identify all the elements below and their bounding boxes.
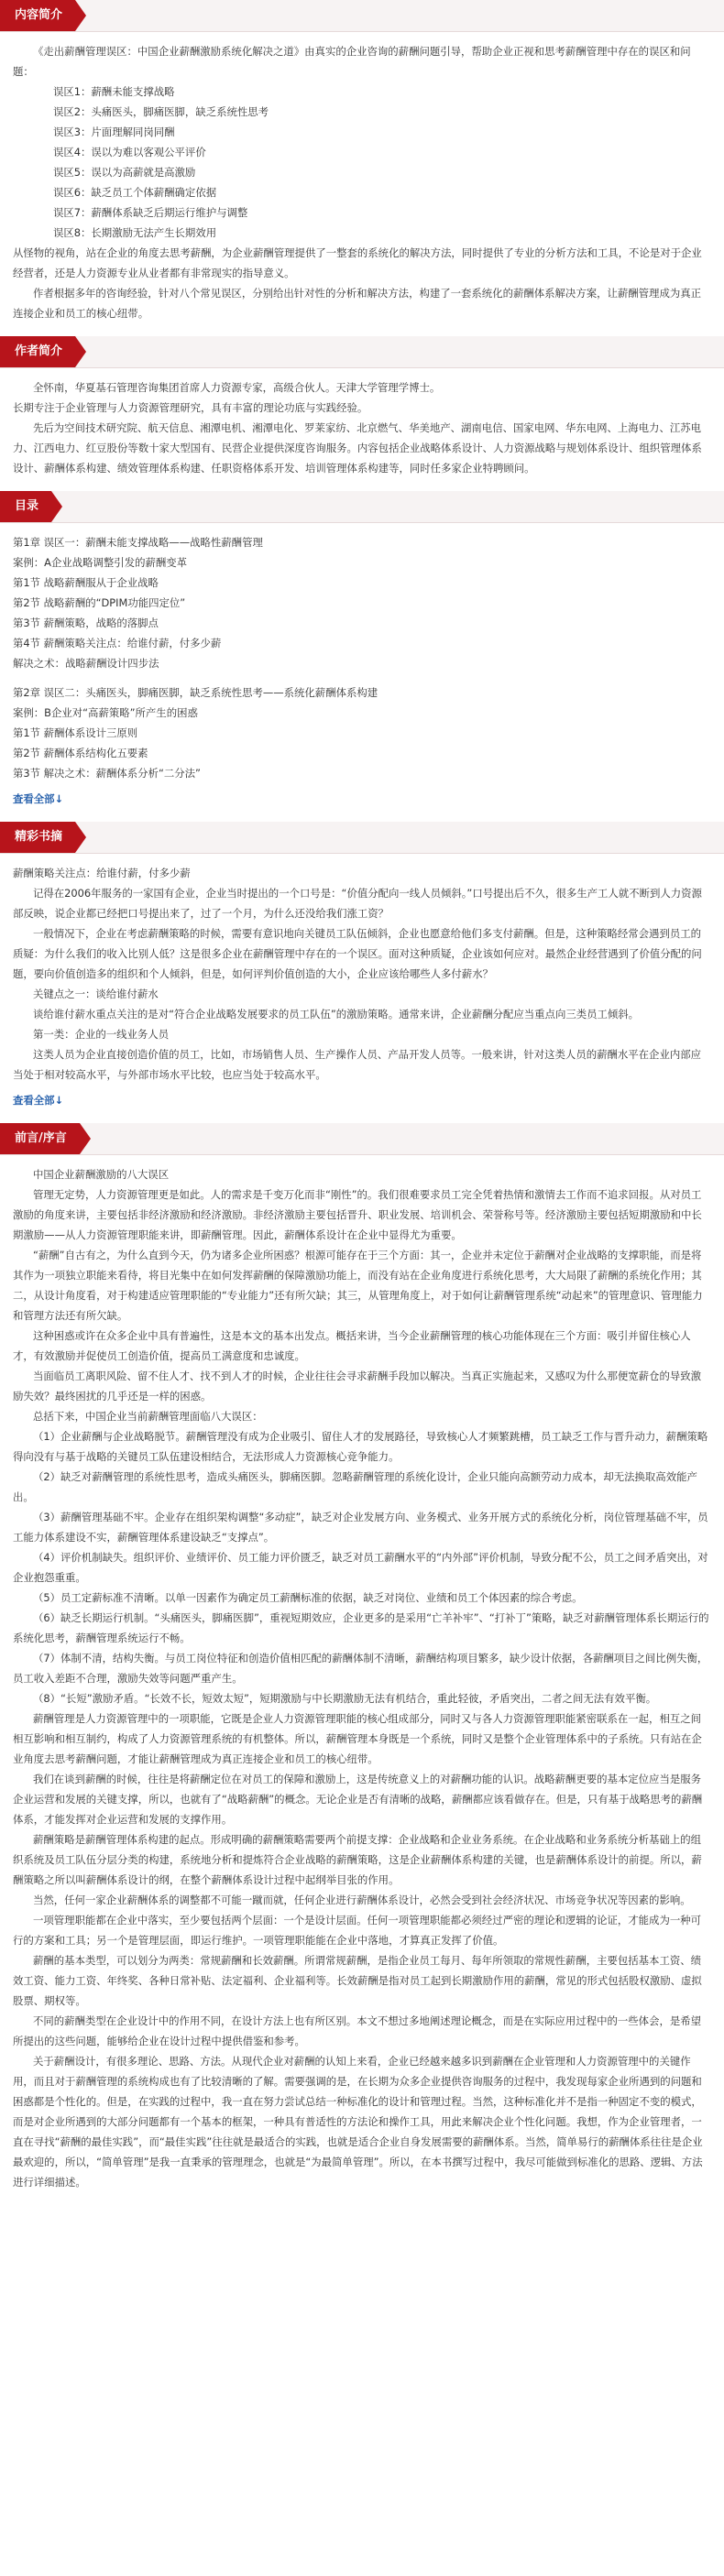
misconception-item: 误区5：误以为高薪就是高激励 bbox=[53, 166, 196, 179]
preface-para-12: 不同的薪酬类型在企业设计中的作用不同，在设计方法上也有所区别。本文不想过多地阐述理论概念，而是在实际应用过程中的一些体会，是希望所提出的这些问题，能够给企业在设计过程中提供借鉴和参考。 bbox=[13, 2014, 702, 2047]
author-intro-title: 作者简介 bbox=[0, 336, 75, 367]
preface-section bbox=[0, 1123, 724, 2205]
toc-view-all-link[interactable]: 查看全部↓ bbox=[13, 792, 64, 805]
content-intro-header bbox=[0, 0, 724, 32]
preface-heading: 中国企业薪酬激励的八大误区 bbox=[33, 1168, 170, 1181]
author-para-2: 长期专注于企业管理与人力资源管理研究，具有丰富的理论功底与实践经验。 bbox=[13, 401, 368, 414]
content-para-2: 作者根据多年的咨询经验，针对八个常见误区，分别给出针对性的分析和解决方法，构建了一套系统化的薪酬体系解决方案，让薪酬管理成为真正连接企业和员工的核心纽带。 bbox=[13, 287, 702, 320]
preface-para-7: 我们在谈到薪酬的时候，往往是将薪酬定位在对员工的保障和激励上，这是传统意义上的对薪酬功能的认识。战略薪酬更要的基本定位应当是服务企业运营和发展的关键支撑，所以，也就有了“战略薪酬”的概念。无论企业是否有清晰的战略，薪酬都应该看做存在。但是，只有基于战略思考的薪酬体系，才能发挥对企业运营和发展的支撑作用。 bbox=[13, 1773, 703, 1826]
toc-body bbox=[0, 523, 724, 822]
toc-item: 案例：B企业对“高薪策略”所产生的困惑 bbox=[13, 706, 198, 719]
content-intro-section bbox=[0, 0, 724, 336]
author-intro-section bbox=[0, 336, 724, 491]
toc-item: 第1节 战略薪酬服从于企业战略 bbox=[13, 576, 159, 589]
preface-list-item: （2）缺乏对薪酬管理的系统性思考，造成头痛医头，脚痛医脚。忽略薪酬管理的系统化设计，企业只能向高额劳动力成本，却无法换取高效能产出。 bbox=[13, 1470, 697, 1503]
toc-item: 第3节 薪酬策略，战略的落脚点 bbox=[13, 617, 159, 629]
preface-list-item: （7）体制不清，结构失衡。与员工岗位特征和创造价值相匹配的薪酬体制不清晰，薪酬结构项目繁多，缺少设计依据，各薪酬项目之间比例失衡，员工收入差距不合理，激励失效等问题严重产生。 bbox=[13, 1652, 708, 1685]
toc-chapter-1 bbox=[13, 532, 711, 673]
author-para-1: 全怀南，华夏基石管理咨询集团首席人力资源专家，高级合伙人。天津大学管理学博士。 bbox=[33, 381, 441, 394]
toc-item: 第1节 薪酬体系设计三原则 bbox=[13, 726, 138, 739]
toc-chapter-2 bbox=[13, 682, 711, 783]
author-intro-body bbox=[0, 368, 724, 491]
preface-para-10: 一项管理职能都在企业中落实，至少要包括两个层面：一个是设计层面。任何一项管理职能都必须经过严密的理论和逻辑的论证，才能成为一种可行的方案和工具；另一个是管理层面，即运行维护。一项管理职能能在企业中落地，才算真正发挥了价值。 bbox=[13, 1914, 702, 1947]
preface-para-13: 关于薪酬设计，有很多理论、思路、方法。从现代企业对薪酬的认知上来看，企业已经越来越多识到薪酬在企业管理和人力资源管理中的关键作用，而且对于薪酬管理的系统构成也有了比较清晰的了解。需要强调的是，在长期为众多企业提供咨询服务的过程中，我发现每家企业所遇到的问题和困惑都是个性化的。但是，在实践的过程中，我一直在努力尝试总结一种标准化的设计和管理过程。当然，这种标准化并不是指一种固定不变的模式，而是对企业所遇到的大部分问题都有一个基本的框架，一种具有普适性的方法论和操作工具，用此来解决企业个性化问题。我想，作为企业管理者，一直在寻找“薪酬的最佳实践”，而“最佳实践”往往就是最适合的实践，也就是适合企业自身发展需要的薪酬体系。当然，简单易行的薪酬体系往往是企业最欢迎的，所以，“简单管理”是我一直秉承的管理理念，也就是“为最简单管理”。所以，在本书撰写过程中，我尽可能做到标准化的思路、逻辑、方法进行详细描述。 bbox=[13, 2055, 703, 2189]
preface-body bbox=[0, 1155, 724, 2205]
excerpt-body bbox=[0, 854, 724, 1123]
preface-para-9: 当然，任何一家企业薪酬体系的调整都不可能一蹴而就，任何企业进行薪酬体系设计，必然会受到社会经济状况、市场竞争状况等因素的影响。 bbox=[33, 1894, 691, 1906]
toc-item: 第4节 薪酬策略关注点：给谁付薪，付多少薪 bbox=[13, 637, 222, 649]
preface-misconception-list bbox=[13, 1426, 711, 1708]
preface-para-4: 当面临员工离职风险、留不住人才、找不到人才的时候，企业往往会寻求薪酬手段加以解决。当真正实施起来，又感叹为什么那便宽薪仓的导致激励失效？最终困扰的几乎还是一样的困惑。 bbox=[13, 1370, 702, 1403]
misconception-item: 误区3：片面理解同岗同酬 bbox=[53, 126, 175, 138]
content-intro-title: 内容简介 bbox=[0, 0, 75, 31]
toc-item: 解决之术：战略薪酬设计四步法 bbox=[13, 657, 159, 670]
preface-para-2: “薪酬”自古有之，为什么直到今天，仍为诸多企业所困惑？根源可能存在于三个方面：其一，企业并未定位于薪酬对企业战略的支撑职能，而是将其作为一项独立职能来看待，将目光集中在如何发挥薪酬的保障激励功能上，而没有站在企业角度进行系统化思考，大大局限了薪酬的系统化作用；其二，从设计角度看，对于构建适应管理职能的“专业能力”还有所欠缺；其三，从管理角度上，对于如何让薪酬管理系统“动起来”的管理意识、管理能力和管理方法还有所欠缺。 bbox=[13, 1249, 703, 1322]
toc-section bbox=[0, 491, 724, 822]
preface-para-8: 薪酬策略是薪酬管理体系构建的起点。形成明确的薪酬策略需要两个前提支撑：企业战略和企业业务系统。在企业战略和业务系统分析基础上的组织系统及员工队伍分层分类的构建，系统地分析和提炼符合企业战略的薪酬策略，这是企业薪酬体系构建的关键，也是薪酬体系设计的前提。所以，薪酬策略之所以叫薪酬体系设计的纲，在整个薪酬体系设计过程中起纲举目张的作用。 bbox=[13, 1833, 702, 1886]
excerpt-para-3: 谈给谁付薪水重点关注的是对“符合企业战略发展要求的员工队伍”的激励策略。通常来讲，企业薪酬分配应当重点向三类员工倾斜。 bbox=[33, 1008, 640, 1021]
preface-para-11: 薪酬的基本类型，可以划分为两类：常规薪酬和长效薪酬。所谓常规薪酬，是指企业员工每月、每年所领取的常规性薪酬，主要包括基本工资、绩效工资、能力工资、年终奖、各种日常补贴、法定福利、企业福利等。长效薪酬是指对员工起到长期激励作用的薪酬，常见的形式包括股权激励、虚拟股票、期权等。 bbox=[13, 1954, 702, 2007]
toc-item: 案例：A企业战略调整引发的薪酬变革 bbox=[13, 556, 188, 569]
author-para-3: 先后为空间技术研究院、航天信息、湘潭电机、湘潭电化、罗莱家纺、北京燃气、华美地产、湖南电信、国家电网、华东电网、上海电力、江苏电力、江西电力、红豆股份等数十家大型国有、民营企业提供深度咨询服务。内容包括企业战略体系设计、人力资源战略与规划体系设计、组织管理体系设计、薪酬体系构建、绩效管理体系构建、任职资格体系开发、培训管理体系构建等，同时任多家企业特聘顾问。 bbox=[13, 421, 702, 475]
excerpt-subheading-2: 第一类：企业的一线业务人员 bbox=[33, 1028, 170, 1041]
excerpt-view-all-link[interactable]: 查看全部↓ bbox=[13, 1094, 64, 1107]
preface-para-3: 这种困惑或许在众多企业中具有普遍性，这是本文的基本出发点。概括来讲，当今企业薪酬管理的核心功能体现在三个方面：吸引并留住核心人才，有效激励并促使员工创造价值，提高员工满意度和忠诚度。 bbox=[13, 1329, 691, 1362]
misconception-item: 误区8：长期激励无法产生长期效用 bbox=[53, 226, 217, 239]
preface-list-item: （5）员工定薪标准不清晰。以单一因素作为确定员工薪酬标准的依据，缺乏对岗位、业绩和员工个体因素的综合考虑。 bbox=[33, 1591, 583, 1604]
excerpt-para-2: 一般情况下，企业在考虑薪酬策略的时候，需要有意识地向关键员工队伍倾斜，企业也愿意给他们多支付薪酬。但是，这种策略经常会遇到员工的质疑：为什么我们的收入比别人低？这是很多企业在薪酬管理中存在的一个误区。面对这种质疑，企业该如何应对。最然企业经营遇到了价值分配的问题，要向价值创造多的组织和个人倾斜，但是，如何评判价值创造的大小，企业应该给哪些人多付薪水？ bbox=[13, 927, 702, 980]
excerpt-header bbox=[0, 822, 724, 854]
preface-header bbox=[0, 1123, 724, 1155]
excerpt-heading: 薪酬策略关注点：给谁付薪，付多少薪 bbox=[13, 867, 191, 879]
toc-item: 第2节 战略薪酬的“DPIM功能四定位” bbox=[13, 596, 186, 609]
content-misconception-list bbox=[13, 82, 711, 243]
preface-para-6: 薪酬管理是人力资源管理中的一项职能，它既是企业人力资源管理职能的核心组成部分，同时又与各人力资源管理职能紧密联系在一起，相互之间相互影响和相互制约，构成了人力资源管理系统的有机整体。所以，薪酬管理本身既是一个系统，同时又是整个企业管理体系中的子系统。只有站在企业角度去思考薪酬问题，才能让薪酬管理成为真正连接企业和员工的核心纽带。 bbox=[13, 1712, 702, 1765]
excerpt-para-1: 记得在2006年服务的一家国有企业，企业当时提出的一个口号是：“价值分配向一线人员倾斜。”口号提出后不久，很多生产工人就不断到人力资源部反映，说企业都已经把口号提出来了，过了一个月，为什么还没给我们涨工资？ bbox=[13, 887, 702, 920]
excerpt-para-4: 这类人员为企业直接创造价值的员工，比如，市场销售人员、生产操作人员、产品开发人员等。一般来讲，针对这类人员的薪酬水平在企业内部应当处于相对较高水平，与外部市场水平比较，也应当处于较高水平。 bbox=[13, 1048, 702, 1081]
toc-item: 第2节 薪酬体系结构化五要素 bbox=[13, 747, 148, 759]
preface-list-item: （6）缺乏长期运行机制。“头痛医头，脚痛医脚”，重视短期效应，企业更多的是采用“亡羊补牢”、“打补丁”策略，缺乏对薪酬管理体系长期运行的系统化思考，薪酬管理系统运行不畅。 bbox=[13, 1611, 709, 1644]
excerpt-section bbox=[0, 822, 724, 1123]
preface-list-item: （1）企业薪酬与企业战略脱节。薪酬管理没有成为企业吸引、留住人才的发展路径，导致核心人才频繁跳槽，员工缺乏工作与晋升动力，薪酬策略得向没有与基于战略的关键员工队伍建设相结合，无法形成人力资源核心竞争能力。 bbox=[13, 1430, 708, 1463]
toc-item: 第1章 误区一：薪酬未能支撑战略——战略性薪酬管理 bbox=[13, 536, 263, 549]
content-intro-body bbox=[0, 32, 724, 336]
toc-item: 第3节 解决之术：薪酬体系分析“二分法” bbox=[13, 767, 201, 780]
preface-list-item: （4）评价机制缺失。组织评价、业绩评价、员工能力评价匮乏，缺乏对员工薪酬水平的“内外部”评价机制，导致分配不公，员工之间矛盾突出，对企业抱怨重重。 bbox=[13, 1551, 708, 1584]
preface-para-1: 管理无定势，人力资源管理更是如此。人的需求是千变万化而非“刚性”的。我们很难要求员工完全凭着热情和激情去工作而不追求回报。从对员工激励的角度来讲，主要包括非经济激励和经济激励。非经济激励主要包括晋升、职业发展、培训机会、荣誉称号等。经济激励主要包括短期激励和中长期激励——从人力资源管理职能来讲，即薪酬管理。因此，薪酬体系设计在企业中显得尤为重要。 bbox=[13, 1188, 702, 1241]
content-intro-text: 《走出薪酬管理误区：中国企业薪酬激励系统化解决之道》由真实的企业咨询的薪酬问题引导，帮助企业正视和思考薪酬管理中存在的误区和问题： bbox=[13, 45, 691, 78]
preface-para-5: 总括下来，中国企业当前薪酬管理面临八大误区： bbox=[33, 1410, 263, 1423]
misconception-item: 误区2：头痛医头，脚痛医脚，缺乏系统性思考 bbox=[53, 105, 269, 118]
preface-list-item: （3）薪酬管理基础不牢。企业存在组织架构调整“多动症”，缺乏对企业发展方向、业务模式、业务开展方式的系统化分析，岗位管理基础不牢，员工能力体系建设不实，薪酬管理体系建设缺乏“支撑点”。 bbox=[13, 1511, 708, 1544]
preface-list-item: （8）“长短”激励矛盾。“长效不长，短效太短”，短期激励与中长期激励无法有机结合，重此轻彼，矛盾突出，二者之间无法有效平衡。 bbox=[33, 1692, 657, 1705]
toc-title: 目录 bbox=[0, 491, 51, 522]
author-intro-header bbox=[0, 336, 724, 368]
misconception-item: 误区7：薪酬体系缺乏后期运行维护与调整 bbox=[53, 206, 248, 219]
toc-item: 第2章 误区二：头痛医头，脚痛医脚，缺乏系统性思考——系统化薪酬体系构建 bbox=[13, 686, 378, 699]
misconception-item: 误区6：缺乏员工个体薪酬确定依据 bbox=[53, 186, 217, 199]
content-para-1: 从怪物的视角，站在企业的角度去思考薪酬，为企业薪酬管理提供了一整套的系统化的解决方法，同时提供了专业的分析方法和工具，不论是对于企业经营者，还是人力资源专业从业者都有非常现实的指导意义。 bbox=[13, 246, 702, 279]
excerpt-title: 精彩书摘 bbox=[0, 822, 75, 853]
misconception-item: 误区4：误以为难以客观公平评价 bbox=[53, 146, 206, 158]
toc-header bbox=[0, 491, 724, 523]
excerpt-subheading-1: 关键点之一：谈给谁付薪水 bbox=[33, 988, 159, 1000]
preface-title: 前言/序言 bbox=[0, 1123, 80, 1154]
misconception-item: 误区1：薪酬未能支撑战略 bbox=[53, 85, 175, 98]
